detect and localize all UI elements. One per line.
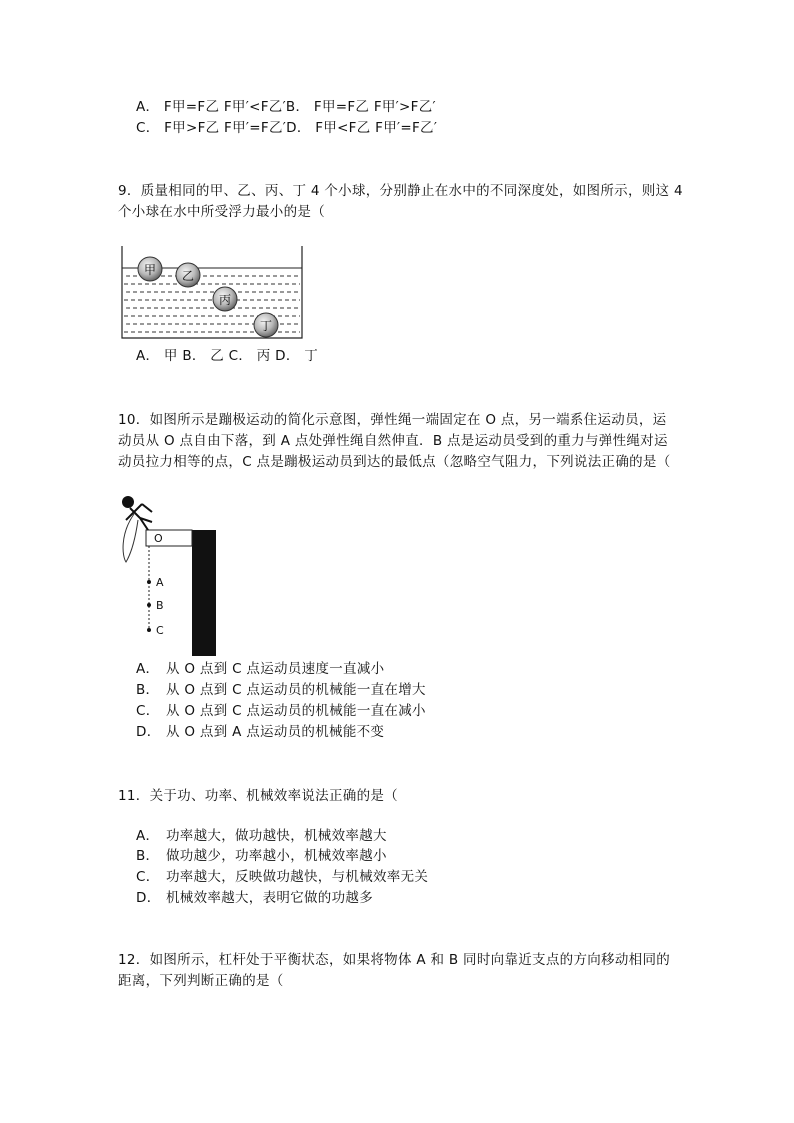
q12-stem-line-1: 12．如图所示，杠杆处于平衡状态，如果将物体 A 和 B 同时向靠近支点的方向移动相同的 [118,952,671,968]
q10-option-d-text: 从 O 点到 A 点运动员的机械能不变 [166,724,385,740]
q11-option-c-letter: C． [136,869,160,885]
ball-yi [176,263,200,287]
point-b [147,603,151,607]
q10-option-a [136,659,384,679]
q9-stem-line-2: 个小球在水中所受浮力最小的是（ [118,204,325,220]
ball-label-bing: 丙 [218,293,232,307]
q12-stem-line-2: 距离，下列判断正确的是（ [118,973,284,989]
q10-option-d-letter: D． [136,724,161,740]
label-o: O [154,532,163,545]
q11-stem: 11．关于功、功率、机械效率说法正确的是（ [118,788,398,804]
q10-option-b [136,680,426,700]
q11-option-d-letter: D． [136,890,161,906]
q11-option-a [136,826,387,846]
point-c [147,628,151,632]
q10-option-c-letter: C． [136,703,160,719]
ball-label-ding: 丁 [259,319,273,333]
q11-option-a-text: 功率越大，做功越快，机械效率越大 [166,828,387,844]
q10-option-a-letter: A． [136,661,160,677]
q10-option-b-letter: B． [136,682,160,698]
q11-option-b-text: 做功越少，功率越小，机械效率越小 [166,848,387,864]
q11-option-c [136,867,428,887]
q11-option-d-text: 机械效率越大，表明它做的功越多 [166,890,373,906]
q9-options: A． 甲 B． 乙 C． 丙 D． 丁 [136,348,319,364]
q10-option-b-text: 从 O 点到 C 点运动员的机械能一直在增大 [166,682,426,698]
point-a [147,580,151,584]
ball-label-yi: 乙 [181,269,195,283]
q9-stem-line-1: 9．质量相同的甲、乙、丙、丁 4 个小球，分别静止在水中的不同深度处，如图所示，则这 4 [118,183,683,199]
rope-loop [123,514,138,562]
q8-options-row-2: C． F甲>F乙 F甲′=F乙′D． F甲<F乙 F甲′=F乙′ [136,120,438,136]
q11-option-b-letter: B． [136,848,160,864]
q11-option-a-letter: A． [136,828,160,844]
label-b: B [156,599,164,612]
ball-ding [254,313,278,337]
q10-option-c [136,701,426,721]
q9-figure-water-tank [118,242,308,342]
q11-option-d [136,888,373,908]
q10-stem-line-3: 动员拉力相等的点，C 点是蹦极运动员到达的最低点（忽略空气阻力，下列说法正确的是（ [118,454,671,470]
q8-options-row-1: A． F甲=F乙 F甲′<F乙′B． F甲=F乙 F甲′>F乙′ [136,99,436,115]
tower [192,530,216,656]
q11-option-c-text: 功率越大，反映做功越快，与机械效率无关 [166,869,429,885]
q10-option-d [136,722,384,742]
q10-option-c-text: 从 O 点到 C 点运动员的机械能一直在减小 [166,703,426,719]
ball-bing [213,287,237,311]
q10-figure-bungee [112,490,222,660]
q10-stem-line-1: 10．如图所示是蹦极运动的简化示意图，弹性绳一端固定在 O 点，另一端系住运动员，运 [118,412,667,428]
label-a: A [156,576,164,589]
jump-platform [146,530,192,546]
q10-option-a-text: 从 O 点到 C 点运动员速度一直减小 [166,661,385,677]
ball-label-jia: 甲 [143,263,157,277]
label-c: C [156,624,164,637]
q11-option-b [136,846,387,866]
q10-stem-line-2: 动员从 O 点自由下落，到 A 点处弹性绳自然伸直．B 点是运动员受到的重力与弹性绳对运 [118,433,668,449]
ball-jia [138,257,162,281]
